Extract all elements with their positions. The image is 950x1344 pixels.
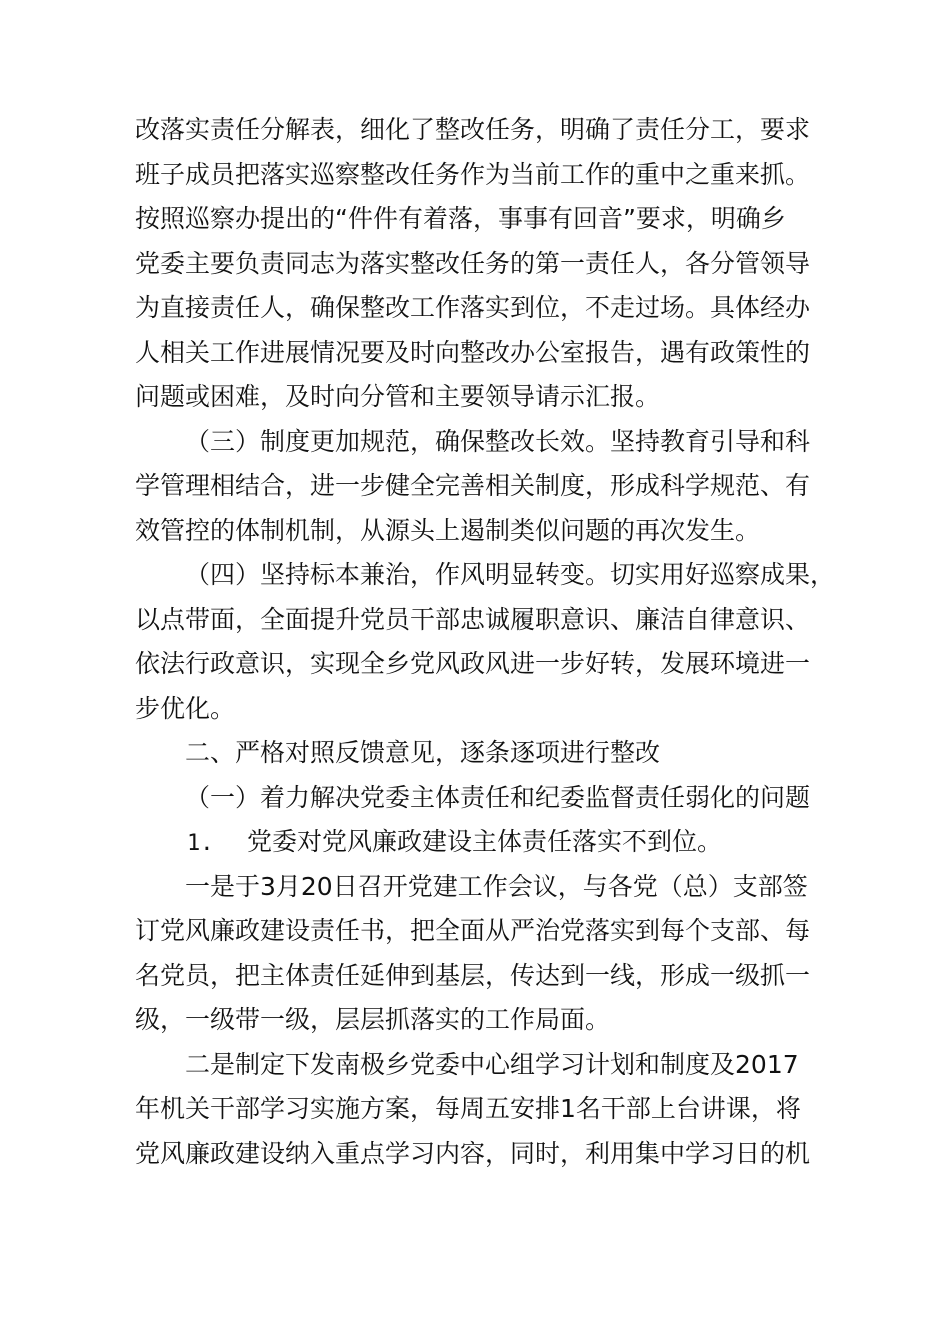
paragraph-line: 班子成员把落实巡察整改任务作为当前工作的重中之重来抓。 bbox=[135, 159, 811, 189]
subsection-heading: （一）着力解决党委主体责任和纪委监督责任弱化的问题 bbox=[185, 782, 811, 812]
list-number: 1. bbox=[187, 831, 214, 856]
paragraph-line: 以点带面，全面提升党员干部忠诚履职意识、廉洁自律意识、 bbox=[135, 604, 811, 634]
list-item-text: 党委对党风廉政建设主体责任落实不到位。 bbox=[247, 827, 723, 856]
paragraph-line: 党委主要负责同志为落实整改任务的第一责任人，各分管领导 bbox=[135, 248, 811, 278]
paragraph-line: 一是于3月20日召开党建工作会议，与各党（总）支部签 bbox=[185, 871, 808, 901]
paragraph-line: 学管理相结合，进一步健全完善相关制度，形成科学规范、有 bbox=[135, 471, 811, 500]
paragraph-line: （四）坚持标本兼治，作风明显转变。切实用好巡察成果， bbox=[185, 560, 836, 589]
paragraph-line: 级，一级带一级，层层抓落实的工作局面。 bbox=[135, 1005, 611, 1034]
paragraph-line: 按照巡察办提出的“件件有着落，事事有回音”要求，明确乡 bbox=[135, 204, 786, 233]
paragraph-line: （三）制度更加规范，确保整改长效。坚持教育引导和科 bbox=[185, 426, 811, 456]
paragraph-line: 党风廉政建设纳入重点学习内容，同时，利用集中学习日的机 bbox=[135, 1138, 811, 1168]
section-heading: 二、严格对照反馈意见，逐条逐项进行整改 bbox=[185, 738, 661, 767]
paragraph-line: 依法行政意识，实现全乡党风政风进一步好转，发展环境进一 bbox=[135, 649, 811, 678]
paragraph-line: 订党风廉政建设责任书，把全面从严治党落实到每个支部、每 bbox=[135, 916, 811, 945]
paragraph-line: 二是制定下发南极乡党委中心组学习计划和制度及2017 bbox=[185, 1049, 799, 1079]
list-item-line bbox=[135, 820, 835, 865]
paragraph-line: 年机关干部学习实施方案，每周五安排1名干部上台讲课，将 bbox=[135, 1094, 801, 1123]
document-body bbox=[135, 108, 835, 1176]
paragraph-line: 人相关工作进展情况要及时向整改办公室报告，遇有政策性的 bbox=[135, 337, 811, 367]
paragraph-line: 改落实责任分解表，细化了整改任务，明确了责任分工，要求 bbox=[135, 115, 811, 144]
paragraph-line: 问题或困难，及时向分管和主要领导请示汇报。 bbox=[135, 382, 661, 411]
paragraph-line: 名党员，把主体责任延伸到基层，传达到一线，形成一级抓一 bbox=[135, 960, 811, 990]
paragraph-line: 步优化。 bbox=[135, 693, 236, 723]
paragraph-line: 效管控的体制机制，从源头上遏制类似问题的再次发生。 bbox=[135, 515, 761, 545]
paragraph-line: 为直接责任人，确保整改工作落实到位，不走过场。具体经办 bbox=[135, 293, 811, 322]
